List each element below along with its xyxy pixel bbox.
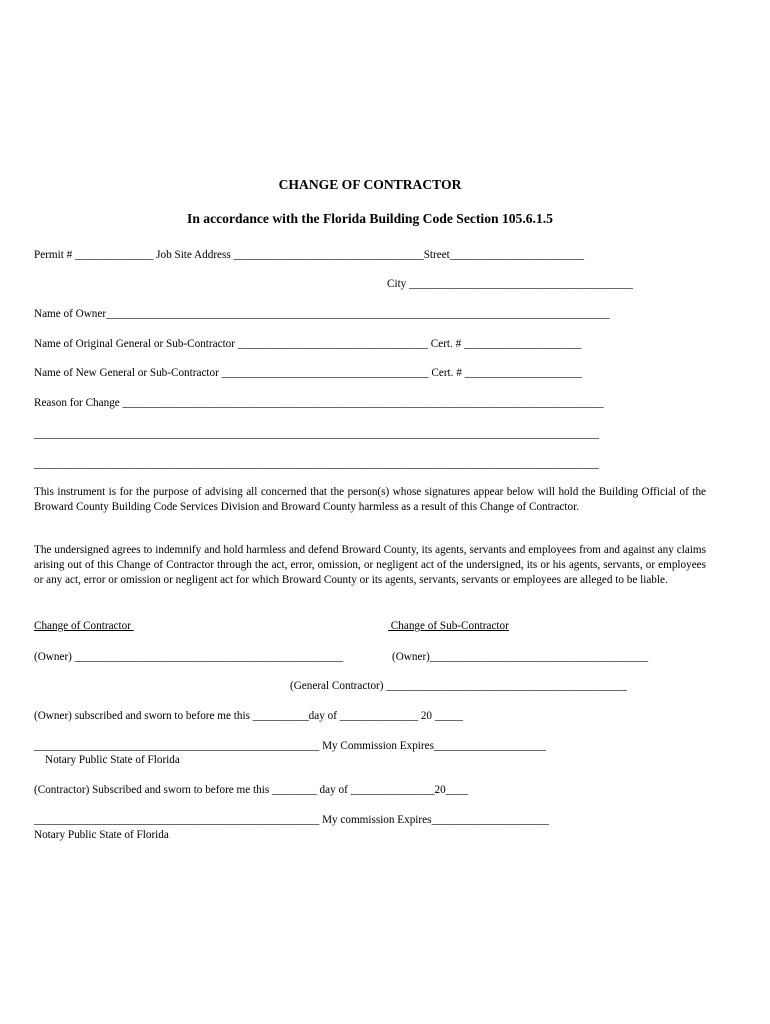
- original-contractor-line[interactable]: Name of Original General or Sub-Contractor __________________________________ Cert. # _____________________: [34, 338, 582, 350]
- reason-line[interactable]: Reason for Change ______________________________________________________________________________________: [34, 397, 604, 409]
- hold-harmless-paragraph: This instrument is for the purpose of advising all concerned that the person(s) whose signatures appear below will hold the Building Official of the Broward County Building Code Services Division and Broward County harmless as a result of this Change of Contractor.: [34, 486, 706, 513]
- owner-sworn-line[interactable]: (Owner) subscribed and sworn to before me this __________day of ______________ 20 _____: [34, 710, 463, 722]
- new-contractor-line[interactable]: Name of New General or Sub-Contractor _____________________________________ Cert. # _____________________: [34, 367, 583, 379]
- city-line[interactable]: City ________________________________________: [387, 278, 633, 290]
- notary-signature-line-1[interactable]: ___________________________________________________ My Commission Expires____________________: [34, 740, 546, 752]
- notary-signature-line-2[interactable]: ___________________________________________________ My commission Expires_____________________: [34, 814, 549, 826]
- change-of-contractor-heading: Change of Contractor: [34, 620, 134, 632]
- notary-label-2: Notary Public State of Florida: [34, 829, 169, 841]
- reason-blank-line-2[interactable]: _____________________________________________________________________________________________________: [34, 458, 599, 470]
- form-subtitle: In accordance with the Florida Building Code Section 105.6.1.5: [187, 211, 553, 226]
- indemnify-paragraph: The undersigned agrees to indemnify and hold harmless and defend Broward County, its agents, servants and employees from and against any claims arising out of this Change of Contractor through the act, error, omission, or negligent act of the undersigned, its or his agents, servants, or employees or any act, error or omission or negligent act for which Broward County or its agents, servants, servants or employees are alleged to be liable.: [34, 544, 706, 586]
- contractor-sworn-line[interactable]: (Contractor) Subscribed and sworn to before me this ________ day of _______________20____: [34, 784, 469, 796]
- general-contractor-signature[interactable]: (General Contractor) ___________________________________________: [290, 680, 627, 692]
- reason-blank-line-1[interactable]: _____________________________________________________________________________________________________: [34, 428, 599, 440]
- owner-signature-left[interactable]: (Owner) ________________________________________________: [34, 651, 344, 663]
- owner-name-line[interactable]: Name of Owner__________________________________________________________________________________________: [34, 308, 610, 320]
- owner-signature-right[interactable]: (Owner)_______________________________________: [392, 651, 649, 663]
- notary-label-1: Notary Public State of Florida: [45, 754, 180, 766]
- permit-address-line[interactable]: Permit # ______________ Job Site Address __________________________________Street________________________: [34, 249, 585, 261]
- form-title: CHANGE OF CONTRACTOR: [278, 177, 462, 192]
- change-of-subcontractor-heading: Change of Sub-Contractor: [388, 620, 509, 632]
